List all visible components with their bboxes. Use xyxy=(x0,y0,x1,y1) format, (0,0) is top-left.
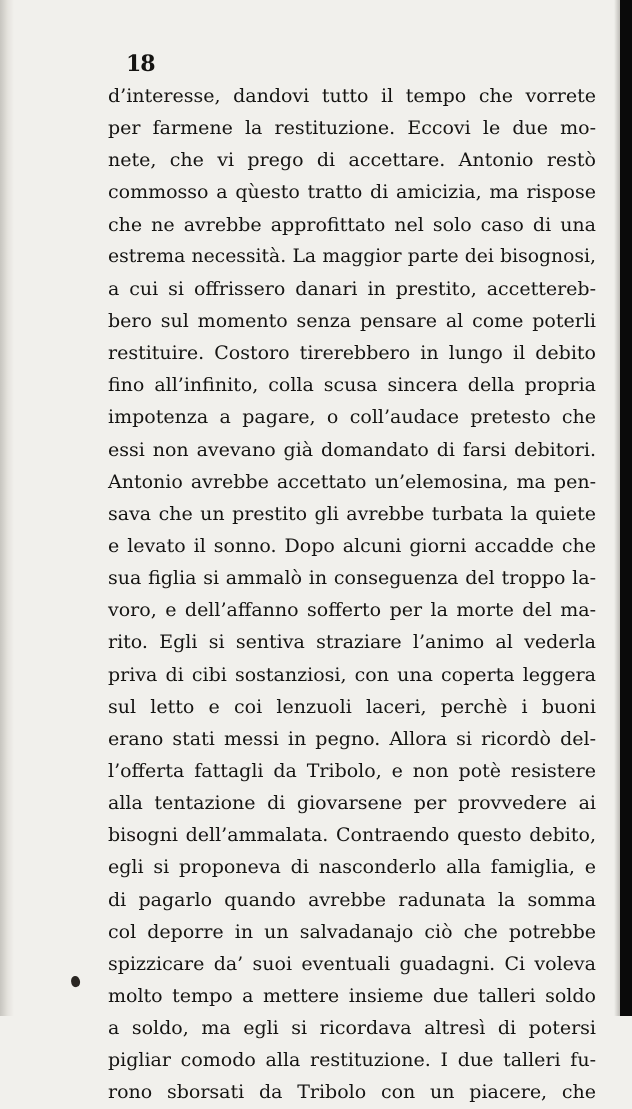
text-line: rono sborsati da Tribolo con un piacere, che xyxy=(108,1081,596,1104)
text-line: l’offerta fattagli da Tribolo, e non potè resistere xyxy=(108,759,596,782)
body-text xyxy=(108,80,596,1109)
text-line: sua figlia si ammalò in conseguenza del troppo la- xyxy=(108,567,596,590)
text-line: molto tempo a mettere insieme due talleri soldo xyxy=(108,984,596,1007)
text-line: bero sul momento senza pensare al come poterli xyxy=(108,309,596,332)
text-line: egli si proponeva di nasconderlo alla famiglia, e xyxy=(108,856,596,879)
text-line: alla tentazione di giovarsene per provvedere ai xyxy=(108,792,596,815)
text-line: voro, e dell’affanno sofferto per la morte del ma- xyxy=(108,599,596,622)
scan-border xyxy=(620,0,632,1016)
text-line: estrema necessità. La maggior parte dei bisognosi, xyxy=(108,245,596,267)
text-line: fino all’infinito, colla scusa sincera della propria xyxy=(108,374,596,397)
text-line: impotenza a pagare, o coll’audace pretesto che xyxy=(108,406,596,429)
text-line: priva di cibi sostanziosi, con una coperta leggera xyxy=(108,663,596,686)
page-gutter-shadow xyxy=(0,0,14,1016)
text-line: commosso a qùesto tratto di amicizia, ma rispose xyxy=(108,181,596,204)
text-line: di pagarlo quando avrebbe radunata la somma xyxy=(108,888,596,911)
text-line: pigliar comodo alla restituzione. I due talleri fu- xyxy=(108,1049,596,1072)
text-line: rito. Egli si sentiva straziare l’animo al vederla xyxy=(108,631,596,654)
ink-blot xyxy=(69,975,81,988)
text-line: erano stati messi in pegno. Allora si ricordò del- xyxy=(108,727,596,750)
text-line: col deporre in un salvadanajo ciò che potrebbe xyxy=(108,920,596,943)
text-line: nete, che vi prego di accettare. Antonio restò xyxy=(108,149,596,172)
text-line: a cui si offrissero danari in prestito, accettereb- xyxy=(108,277,596,300)
text-line: Antonio avrebbe accettato un’elemosina, ma pen- xyxy=(108,470,596,493)
text-line: restituire. Costoro tirerebbero in lungo il debito xyxy=(108,342,596,365)
text-line: e levato il sonno. Dopo alcuni giorni accadde che xyxy=(108,534,596,557)
text-line: sava che un prestito gli avrebbe turbata la quiete xyxy=(108,502,596,525)
text-line: d’interesse, dandovi tutto il tempo che vorrete xyxy=(108,85,596,107)
text-line: che ne avrebbe approfittato nel solo caso di una xyxy=(108,213,596,236)
text-line: a soldo, ma egli si ricordava altresì di potersi xyxy=(108,1017,596,1040)
text-line: sul letto e coi lenzuoli laceri, perchè i buoni xyxy=(108,695,596,718)
text-line: bisogni dell’ammalata. Contraendo questo debito, xyxy=(108,824,596,847)
page-number: 18 xyxy=(126,51,155,77)
text-line: per farmene la restituzione. Eccovi le due mo- xyxy=(108,117,596,140)
text-line: essi non avevano già domandato di farsi debitori. xyxy=(108,438,596,461)
text-line: spizzicare da’ suoi eventuali guadagni. Ci voleva xyxy=(108,952,596,975)
